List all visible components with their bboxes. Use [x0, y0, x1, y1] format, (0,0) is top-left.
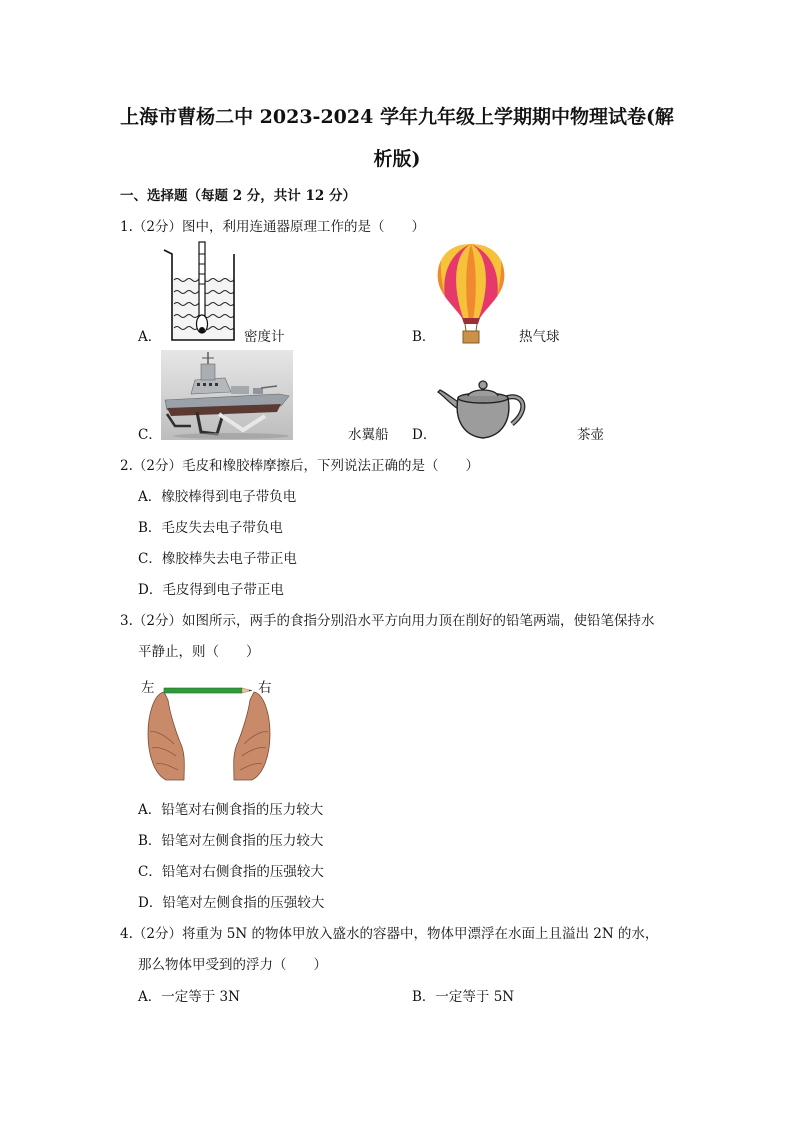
q3-stem-line1: 3.（2分）如图所示，两手的食指分别沿水平方向用力顶在削好的铅笔两端，使铅笔保持水 [120, 613, 655, 629]
q1-option-b-letter: B． [412, 329, 436, 345]
doc-title-line2: 析版) [373, 148, 421, 170]
q4-option-a: A．一定等于 3N [138, 989, 240, 1005]
q3-figure-right-label: 右 [258, 680, 272, 696]
q3-option-b: B．铅笔对左侧食指的压力较大 [138, 833, 324, 849]
q2-option-a: A．橡胶棒得到电子带负电 [138, 489, 297, 505]
hydrofoil-ship-figure [161, 350, 293, 440]
hot-air-balloon-figure [434, 242, 508, 344]
q3-figure-left-label: 左 [141, 680, 155, 696]
q4-option-b: B．一定等于 5N [412, 989, 515, 1005]
hydrometer-figure [160, 240, 240, 344]
q1-option-d-letter: D． [412, 427, 437, 443]
q3-option-a: A．铅笔对右侧食指的压力较大 [138, 802, 324, 818]
q1-stem: 1.（2分）图中，利用连通器原理工作的是（ ） [120, 219, 425, 235]
q2-option-b: B．毛皮失去电子带负电 [138, 520, 283, 536]
q2-option-d: D．毛皮得到电子带正电 [138, 582, 284, 598]
q1-option-c-label: 水翼船 [348, 427, 389, 443]
doc-title-line1: 上海市曹杨二中 2023-2024 学年九年级上学期期中物理试卷(解 [120, 106, 674, 128]
q1-option-b-label: 热气球 [519, 329, 560, 345]
q1-option-c-letter: C． [138, 427, 162, 443]
q2-option-c: C．橡胶棒失去电子带正电 [138, 551, 297, 567]
section-heading: 一、选择题（每题 2 分，共计 12 分） [120, 188, 356, 204]
q2-stem: 2.（2分）毛皮和橡胶棒摩擦后，下列说法正确的是（ ） [120, 458, 479, 474]
q4-stem-line2: 那么物体甲受到的浮力（ ） [138, 957, 327, 973]
q3-option-d: D．铅笔对左侧食指的压强较大 [138, 895, 325, 911]
q3-option-c: C．铅笔对右侧食指的压强较大 [138, 864, 324, 880]
q4-stem-line1: 4.（2分）将重为 5N 的物体甲放入盛水的容器中，物体甲漂浮在水面上且溢出 2N 的水， [120, 926, 659, 942]
pencil-fingers-figure [140, 684, 280, 782]
q1-option-a-letter: A． [138, 329, 162, 345]
q1-option-d-label: 茶壶 [577, 427, 604, 443]
teapot-figure [436, 376, 530, 440]
q1-option-a-label: 密度计 [244, 329, 285, 345]
q3-stem-line2: 平静止，则（ ） [138, 644, 260, 660]
